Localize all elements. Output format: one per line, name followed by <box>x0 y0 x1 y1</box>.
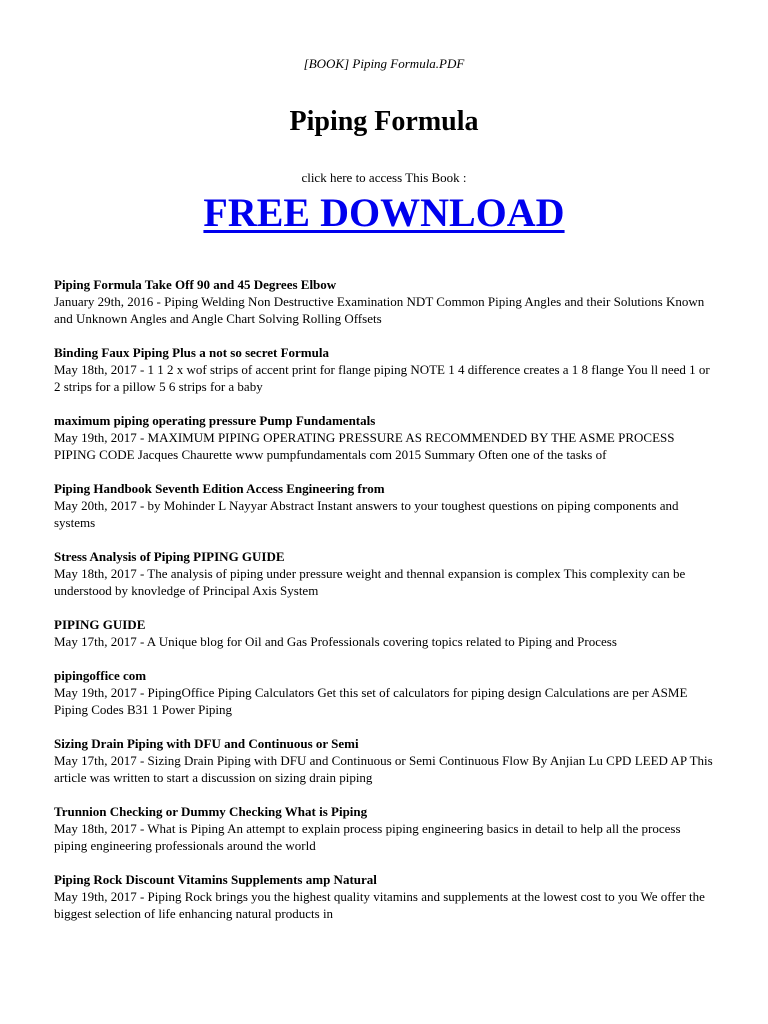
entry-description: May 20th, 2017 - by Mohinder L Nayyar Abstract Instant answers to your toughest questions on piping components and systems <box>54 498 679 530</box>
entry-title: Piping Rock Discount Vitamins Supplements amp Natural <box>54 872 377 887</box>
list-item <box>54 735 714 786</box>
page-title: Piping Formula <box>289 106 479 137</box>
entry-description: May 18th, 2017 - 1 1 2 x wof strips of accent print for flange piping NOTE 1 4 difference creates a 1 8 flange You ll need 1 or 2 strips for a pillow 5 6 strips for a baby <box>54 362 710 394</box>
entry-title: pipingoffice com <box>54 668 147 683</box>
document-header-line: [BOOK] Piping Formula.PDF <box>303 56 465 71</box>
entry-description: May 17th, 2017 - Sizing Drain Piping with DFU and Continuous or Semi Continuous Flow By Anjian Lu CPD LEED AP This article was written to start a discussion on sizing drain piping <box>54 753 713 785</box>
entry-title: Piping Formula Take Off 90 and 45 Degrees Elbow <box>54 277 337 292</box>
access-instruction: click here to access This Book : <box>301 170 467 185</box>
entry-description: May 19th, 2017 - MAXIMUM PIPING OPERATING PRESSURE AS RECOMMENDED BY THE ASME PROCESS PIPING CODE Jacques Chaurette www pumpfundamentals com 2015 Summary Often one of the tasks of <box>54 430 675 462</box>
list-item <box>54 548 714 599</box>
download-container <box>54 190 714 236</box>
entry-list <box>54 276 714 922</box>
entry-title: maximum piping operating pressure Pump Fundamentals <box>54 413 376 428</box>
list-item <box>54 344 714 395</box>
entry-title: Piping Handbook Seventh Edition Access Engineering from <box>54 481 385 496</box>
list-item <box>54 803 714 854</box>
entry-description: May 19th, 2017 - Piping Rock brings you the highest quality vitamins and supplements at the lowest cost to you We offer the biggest selection of life enhancing natural products in <box>54 889 705 921</box>
entry-description: May 19th, 2017 - PipingOffice Piping Calculators Get this set of calculators for piping design Calculations are per ASME Piping Codes B31 1 Power Piping <box>54 685 688 717</box>
entry-description: January 29th, 2016 - Piping Welding Non Destructive Examination NDT Common Piping Angles and their Solutions Known and Unknown Angles and Angle Chart Solving Rolling Offsets <box>54 294 705 326</box>
entry-title: Binding Faux Piping Plus a not so secret Formula <box>54 345 329 360</box>
list-item <box>54 412 714 463</box>
entry-description: May 17th, 2017 - A Unique blog for Oil and Gas Professionals covering topics related to Piping and Process <box>54 634 617 649</box>
list-item <box>54 276 714 327</box>
entry-title: Sizing Drain Piping with DFU and Continuous or Semi <box>54 736 359 751</box>
entry-title: Trunnion Checking or Dummy Checking What is Piping <box>54 804 368 819</box>
entry-title: Stress Analysis of Piping PIPING GUIDE <box>54 549 285 564</box>
free-download-link[interactable]: FREE DOWNLOAD <box>203 190 565 235</box>
list-item <box>54 667 714 718</box>
list-item <box>54 480 714 531</box>
list-item <box>54 616 714 650</box>
entry-description: May 18th, 2017 - The analysis of piping under pressure weight and thennal expansion is complex This complexity can be understood by knovledge of Principal Axis System <box>54 566 686 598</box>
entry-description: May 18th, 2017 - What is Piping An attempt to explain process piping engineering basics in detail to help all the process piping engineering professionals around the world <box>54 821 681 853</box>
list-item <box>54 871 714 922</box>
entry-title: PIPING GUIDE <box>54 617 146 632</box>
